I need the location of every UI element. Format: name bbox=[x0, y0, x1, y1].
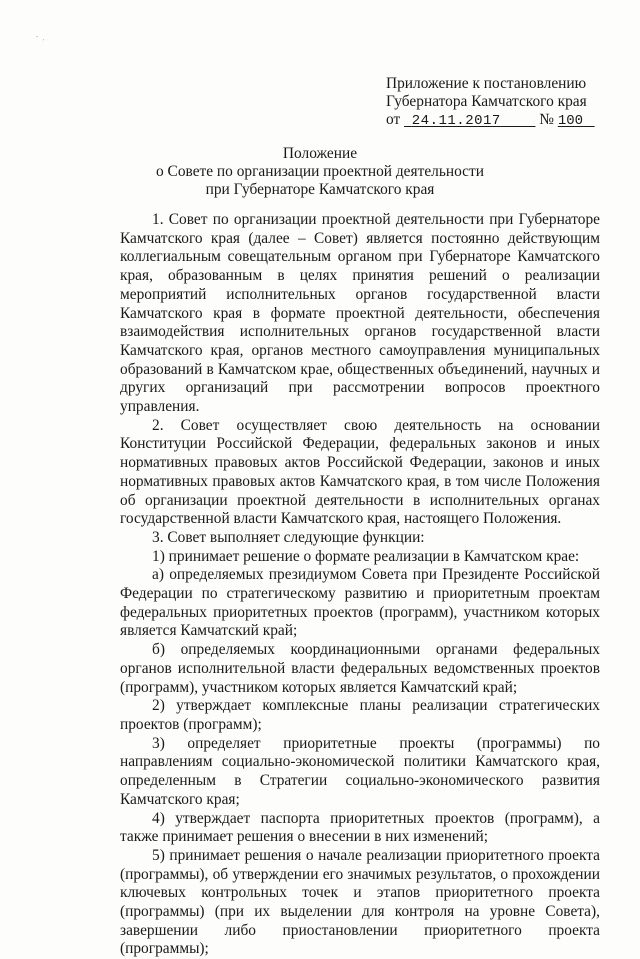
number-value: 100 bbox=[557, 113, 584, 129]
appendix-date-line bbox=[386, 111, 595, 130]
paragraph-3: 3. Совет выполняет следующие функции: bbox=[152, 528, 425, 546]
subitem-1b: б) определяемых координационными органами федеральных органов исполнительной власти федеральных ведомственных проектов (программ), участником которых является Камчатский край; bbox=[120, 641, 600, 696]
document-title bbox=[110, 145, 530, 199]
number-label: № bbox=[539, 111, 554, 128]
appendix-header bbox=[386, 75, 595, 130]
scan-speck: ˊ bbox=[42, 38, 45, 47]
appendix-line-2: Губернатора Камчатского края bbox=[386, 93, 587, 110]
number-field bbox=[558, 111, 595, 128]
title-line-2: о Совете по организации проектной деятельности bbox=[156, 163, 484, 180]
subitem-1: 1) принимает решение о формате реализации в Камчатском крае: bbox=[152, 547, 580, 565]
subitem-1a: а) определяемых президиумом Совета при Президенте Российской Федерации по стратегическому развитию и приоритетным проектам федеральных приоритетных проектов (программ), участником которых является Камчатский край; bbox=[120, 566, 600, 640]
scan-speck: ⸳ bbox=[36, 31, 39, 40]
title-line-1: Положение bbox=[282, 145, 358, 162]
title-line-3: при Губернаторе Камчатского края bbox=[205, 181, 435, 198]
date-value: 24.11.2017 bbox=[411, 113, 501, 129]
paragraph-2: 2. Совет осуществляет свою деятельность на основании Конституции Российской Федерации, федеральных законов и иных нормативных правовых актов Российской Федерации, законов и иных нормативных правовых актов Камчатского края, в том числе Положения об организации проектной деятельности в исполнительных органах государственной власти Камчатского края, настоящего Положения. bbox=[120, 416, 600, 528]
appendix-line-1: Приложение к постановлению bbox=[386, 75, 587, 92]
paragraph-1: 1. Совет по организации проектной деятельности при Губернаторе Камчатского края (далее – Совет) является постоянно действующим коллегиальным совещательным органом при Губернаторе Камчатского края, образованным в целях принятия решений о реализации мероприятий исполнительных органов государственной власти Камчатского края в формате проектной деятельности, обеспечения взаимодействия исполнительных органов государственной власти Камчатского края, органов местного самоуправления муниципальных образований в Камчатском крае, общественных объединений, научных и других организаций при рассмотрении вопросов проектного управления. bbox=[120, 211, 600, 416]
date-field bbox=[404, 111, 535, 128]
subitem-4: 4) утверждает паспорта приоритетных проектов (программ), а также принимает решения о внесении в них изменений; bbox=[120, 809, 600, 846]
from-label: от bbox=[386, 111, 401, 128]
subitem-5: 5) принимает решения о начале реализации приоритетного проекта (программы), об утверждении его значимых результатов, о прохождении ключевых контрольных точек и этапов приоритетного проекта (программы) (при их выделении для контроля на уровне Совета), завершении либо приостановлении приоритетного проекта (программы); bbox=[120, 846, 600, 958]
subitem-2: 2) утверждает комплексные планы реализации стратегических проектов (программ); bbox=[120, 697, 600, 733]
document-body bbox=[120, 211, 600, 959]
subitem-3: 3) определяет приоритетные проекты (программы) по направлениям социально-экономической политики Камчатского края, определенным в Стратегии социально-экономического развития Камчатского края; bbox=[120, 734, 600, 808]
